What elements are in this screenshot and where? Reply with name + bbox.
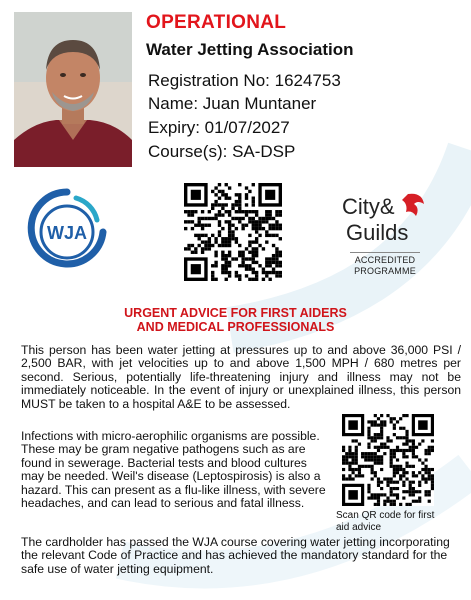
advice-paragraph-2: Infections with micro-aerophilic organisms are possible. These may be gram negative pathogens such as are found in sewerage. Bacterial tests and blood cultures may be needed. Weil's disease (Leptospirosis) is also a hazard. This can present as a flu-like illness, with severe headaches, and can lead to serious and fatal illness.: [21, 429, 326, 511]
expiry-date: Expiry: 01/07/2027: [148, 118, 290, 137]
first-aid-qr-code: [342, 414, 434, 506]
lion-icon: [402, 194, 424, 216]
advice-paragraph-3: The cardholder has passed the WJA course covering water jetting incorporating the relevant Code of Practice and has achieved the mandatory standard for the safe use of water jetting equipment.: [21, 535, 450, 576]
cardholder-photo: [14, 12, 132, 167]
wja-logo: [26, 186, 108, 278]
urgent-heading-line2: AND MEDICAL PROFESSIONALS: [136, 320, 335, 334]
city-guilds-logo: [342, 190, 428, 248]
cg-line1: City&: [342, 194, 395, 219]
urgent-heading: [0, 306, 471, 334]
qr-code: [184, 183, 282, 281]
cardholder-name: Name: Juan Muntaner: [148, 94, 317, 113]
status-label: OPERATIONAL: [146, 12, 287, 33]
urgent-heading-line1: URGENT ADVICE FOR FIRST AIDERS: [124, 306, 347, 320]
registration-number: Registration No: 1624753: [148, 71, 341, 90]
advice-paragraph-1: This person has been water jetting at pressures up to and above 36,000 PSI / 2,500 BAR, with jet velocities up to and above 1,500 MPH / 680 metres per second. Serious, potentially life-threatening injury and illness may not be immediately noticeable. In the event of injury or unexplained illness, this person MUST be taken to a hospital A&E to be assessed.: [21, 343, 461, 411]
programme-label: PROGRAMME: [354, 266, 416, 276]
divider: [350, 252, 420, 253]
accredited-label: ACCREDITED: [354, 255, 416, 265]
portrait-icon: [14, 12, 132, 167]
wja-logo-text: WJA: [47, 223, 87, 243]
organization-name: Water Jetting Association: [146, 40, 354, 59]
cg-line2: Guilds: [346, 220, 409, 245]
scan-note: Scan QR code for first aid advice: [336, 510, 435, 533]
courses: Course(s): SA-DSP: [148, 142, 296, 161]
accreditation-text: [342, 255, 428, 277]
